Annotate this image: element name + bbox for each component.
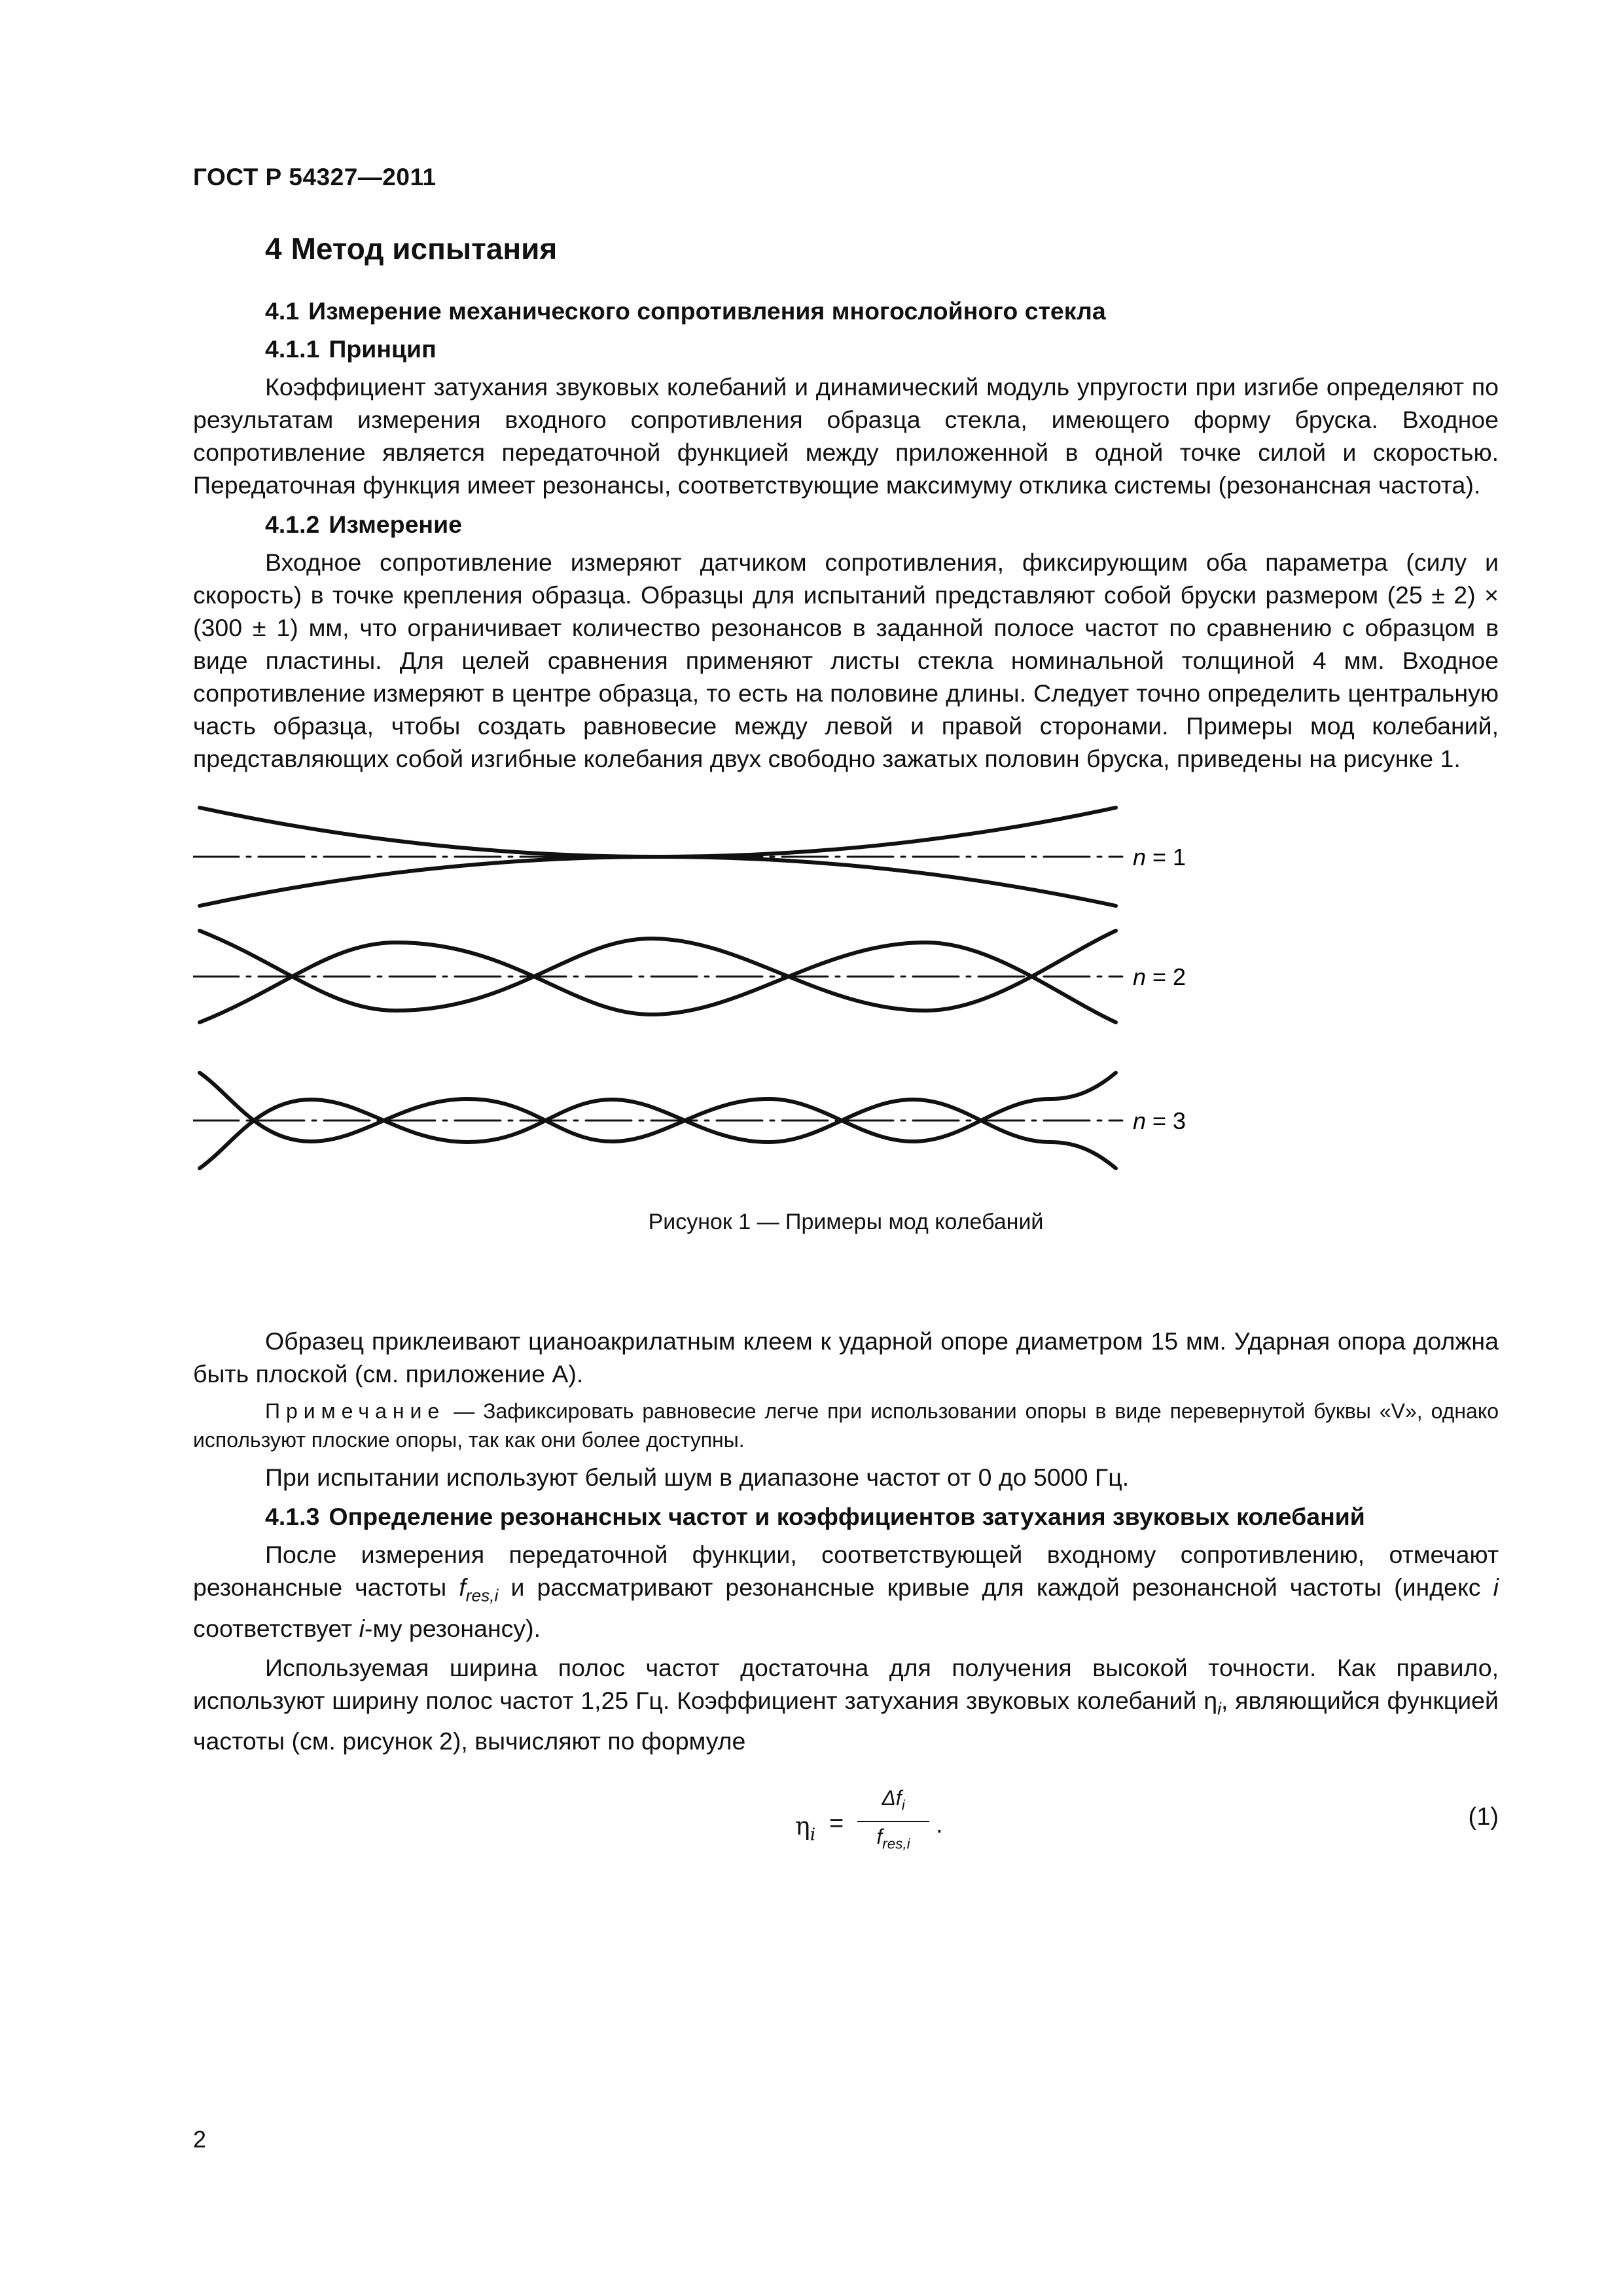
f-symbol: f: [876, 1825, 883, 1849]
mode-1-eq: = 1: [1146, 844, 1186, 870]
formula-period: .: [936, 1811, 943, 1839]
eta-subscript: i: [810, 1824, 816, 1845]
mode-2-label: [1133, 963, 1186, 990]
mode-1-upper-curve: [200, 808, 1116, 857]
section-number: 4: [265, 232, 282, 266]
note-paragraph: [193, 1397, 1499, 1454]
f-subscript: res,i: [465, 1585, 499, 1605]
i-symbol: i: [1493, 1573, 1499, 1601]
text-run: Используемая ширина полос частот достаточна для получения высокой точности. Как правило, используют ширину полос частот 1,25 Гц. Коэффициент затухания звуковых колебаний η: [193, 1653, 1499, 1714]
page-number: 2: [193, 2126, 207, 2153]
subsection-number: 4.1.1: [265, 335, 320, 363]
eta-subscript: i: [1217, 1698, 1221, 1718]
subsection-title: Измерение механического сопротивления многослойного стекла: [308, 297, 1106, 325]
note-text: — Зафиксировать равновесие легче при использовании опоры в виде перевернутой буквы «V», однако используют плоские опоры, так как они более доступны.: [193, 1399, 1499, 1452]
eta-symbol: η: [795, 1812, 810, 1840]
section-title: Метод испытания: [291, 232, 558, 266]
page-content: [193, 229, 1499, 1875]
subsection-4-1-1-heading: [265, 332, 1499, 365]
subsection-number: 4.1.3: [265, 1503, 320, 1530]
vibration-modes-diagram: [193, 801, 1499, 1207]
mode-3-upper-curve: [200, 1073, 1116, 1141]
formula-number: (1): [1468, 1803, 1499, 1831]
delta-f: Δf: [882, 1786, 902, 1810]
subsection-number: 4.1.2: [265, 511, 320, 538]
formula-eta: [795, 1810, 815, 1852]
mode-3-label: [1133, 1107, 1186, 1134]
bandwidth-paragraph: [193, 1651, 1499, 1758]
text-run: соответствует: [193, 1614, 359, 1642]
text-run: -му резонансу).: [365, 1614, 541, 1642]
subsection-4-1-3-heading: [265, 1500, 1499, 1533]
subsection-title: Принцип: [329, 335, 437, 363]
mode-2-eq: = 2: [1146, 963, 1186, 990]
formula-equals: =: [829, 1810, 844, 1837]
note-label: Примечание: [265, 1399, 446, 1423]
principle-paragraph: Коэффициент затухания звуковых колебаний и динамический модуль упругости при изгибе определяют по результатам измерения входного сопротивления образца стекла, имеющего форму бруска. Входное сопротивление является передаточной функцией между приложенной в одной точке силой и скоростью. Передаточная функция имеет резонансы, соответствующие максимуму отклика системы (резонансная частота).: [193, 373, 1499, 499]
text-run: После измерения передаточной функции, соответствующей входному сопротивлению, отмечают резонансные частоты: [193, 1541, 1499, 1601]
measurement-paragraph: Входное сопротивление измеряют датчиком сопротивления, фиксирующим оба параметра (силу и скорость) в точке крепления образца. Образцы для испытаний представляют собой бруски размером (25 ± 2) × (300 ± 1) мм, что ограничивает количество резонансов в заданной полосе частот по сравнению с образцом в виде пластины. Для целей сравнения применяют листы стекла номинальной толщиной 4 мм. Входное сопротивление измеряют в центре образца, то есть на половине длины. Следует точно определить центральную часть образца, чтобы создать равновесие между левой и правой сторонами. Примеры мод колебаний, представляющих собой изгибные колебания двух свободно зажатых половин бруска, приведены на рисунке 1.: [193, 548, 1499, 772]
mode-2-upper-curve: [200, 931, 1116, 1011]
mode-2-lower-curve: [200, 942, 1116, 1022]
f-symbol: f: [459, 1573, 466, 1601]
denominator-subscript: res,i: [882, 1835, 910, 1852]
text-run: , являющийся функцией частоты (см. рисунок 2), вычисляют по формуле: [193, 1686, 1499, 1755]
sample-mounting-paragraph: Образец приклеивают цианоакрилатным клеем к ударной опоре диаметром 15 мм. Ударная опора должна быть плоской (см. приложение А).: [193, 1327, 1499, 1388]
mode-3-eq: = 3: [1146, 1107, 1186, 1134]
mode-3-n: n: [1133, 1107, 1147, 1134]
section-4-heading: [265, 229, 1499, 268]
text-run: и рассматривают резонансные кривые для каждой резонансной частоты (индекс: [498, 1573, 1493, 1601]
standard-code-header: ГОСТ Р 54327—2011: [193, 164, 437, 190]
figure-1: [193, 801, 1499, 1325]
mode-1-label: [1133, 844, 1186, 870]
mode-2-n: n: [1133, 963, 1147, 990]
figure-1-caption: Рисунок 1 — Примеры мод колебаний: [648, 1210, 1044, 1234]
fraction-denominator: [857, 1822, 929, 1858]
resonance-paragraph: [193, 1538, 1499, 1645]
fraction-numerator: [857, 1784, 929, 1822]
subsection-number: 4.1: [265, 297, 300, 325]
formula-fraction: [857, 1784, 929, 1859]
mode-1-lower-curve: [200, 857, 1116, 906]
subsection-title: Определение резонансных частот и коэффициентов затухания звуковых колебаний: [329, 1503, 1365, 1530]
i-symbol: i: [359, 1614, 365, 1642]
formula-1: [193, 1784, 1499, 1875]
subsection-title: Измерение: [329, 511, 462, 538]
white-noise-paragraph: При испытании используют белый шум в диапазоне частот от 0 до 5000 Гц.: [265, 1463, 1130, 1491]
mode-3-lower-curve: [200, 1100, 1116, 1168]
subsection-4-1-heading: [265, 295, 1499, 327]
numerator-subscript: i: [901, 1797, 905, 1814]
subsection-4-1-2-heading: [265, 508, 1499, 541]
mode-1-n: n: [1133, 844, 1147, 870]
